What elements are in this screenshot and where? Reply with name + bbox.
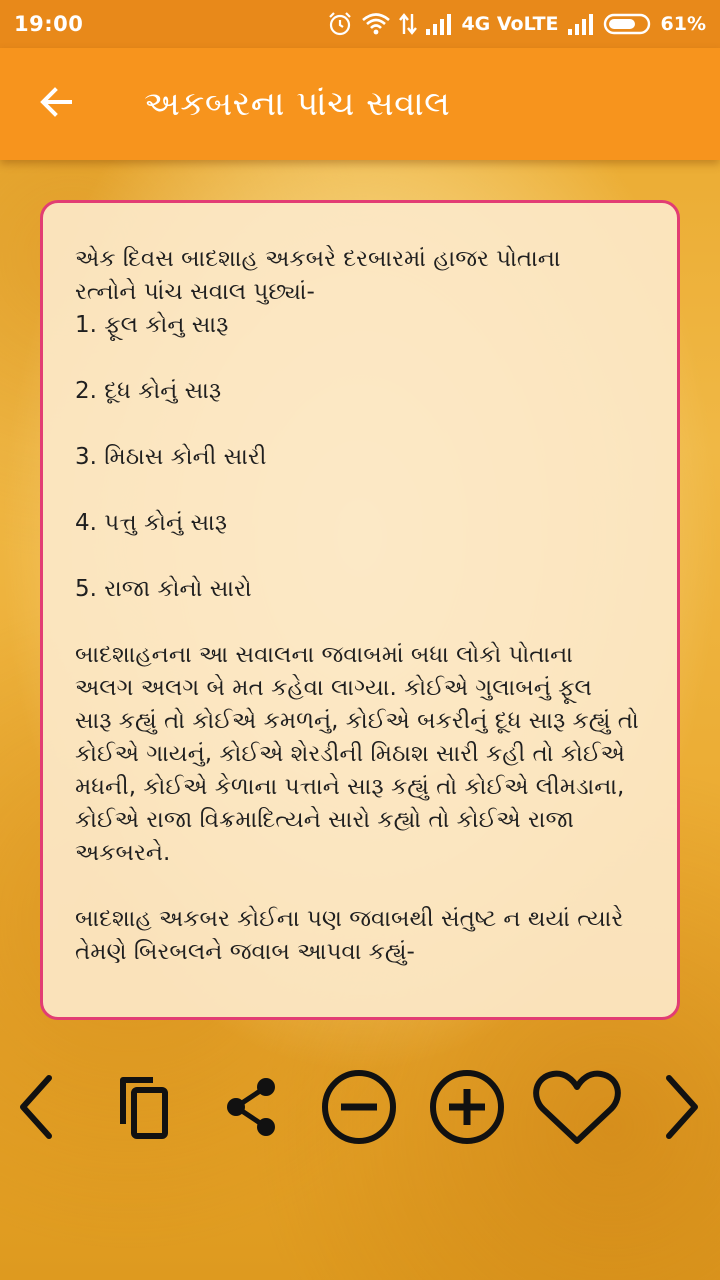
back-button[interactable] — [0, 48, 112, 160]
app-bar — [0, 48, 720, 160]
share-icon — [222, 1075, 282, 1139]
zoom-out-icon — [319, 1067, 399, 1147]
copy-button[interactable] — [95, 1052, 195, 1162]
chevron-left-icon — [11, 1072, 61, 1142]
signal-icon-secondary — [567, 13, 595, 35]
bottom-toolbar — [0, 1052, 720, 1162]
battery-level: 61% — [660, 13, 706, 35]
previous-button[interactable] — [0, 1052, 86, 1162]
zoom-out-button[interactable] — [309, 1052, 409, 1162]
alarm-icon — [327, 11, 353, 37]
story-card — [40, 200, 680, 1020]
status-time: 19:00 — [14, 12, 84, 36]
next-button[interactable] — [632, 1052, 720, 1162]
favorite-button[interactable] — [527, 1052, 627, 1162]
zoom-in-icon — [427, 1067, 507, 1147]
battery-icon — [603, 12, 653, 36]
status-indicators — [327, 11, 706, 37]
story-text: એક દિવસ બાદશાહ અકબરે દરબારમાં હાજર પોતાના રત્નોને પાંચ સવાલ પુછ્યાં- 1. ફૂલ કોનુ સારૂ 2. દૂધ કોનું સારૂ 3. મિઠાસ કોની સારી 4. પત્તુ કોનું સારૂ 5. રાજા કોનો સારો બાદશાહનના આ સવાલના જવાબમાં બધા લોકો પોતાના અલગ અલગ બે મત કહેવા લાગ્યા. કોઈએ ગુલાબનું ફૂલ સારૂ કહ્યું તો કોઈએ કમળનું, કોઈએ બકરીનું દૂધ સારૂ કહ્યું તો કોઈએ ગાયનું, કોઈએ શેરડીની મિઠાશ સારી કહી તો કોઈએ મધની, કોઈએ કેળાના પત્તાને સારૂ કહ્યું તો કોઈએ લીમડાના, કોઈએ રાજા વિક્રમાદિત્યને સારો કહ્યો તો કોઈએ રાજા અકબરને. બાદશાહ અકબર કોઈના પણ જવાબથી સંતુષ્ટ ન થયાં ત્યારે તેમણે બિરબલને જવાબ આપવા કહ્યું- — [75, 246, 639, 965]
heart-icon — [531, 1067, 623, 1147]
signal-icon — [425, 13, 453, 35]
wifi-icon — [361, 12, 391, 36]
page-title: અકબરના પાંચ સવાલ — [144, 84, 451, 124]
arrow-left-icon — [36, 82, 76, 126]
share-button[interactable] — [202, 1052, 302, 1162]
chevron-right-icon — [657, 1072, 707, 1142]
data-transfer-icon — [399, 12, 417, 36]
zoom-in-button[interactable] — [417, 1052, 517, 1162]
status-bar — [0, 0, 720, 48]
network-type: 4G VoLTE — [461, 13, 559, 35]
copy-icon — [115, 1072, 175, 1142]
